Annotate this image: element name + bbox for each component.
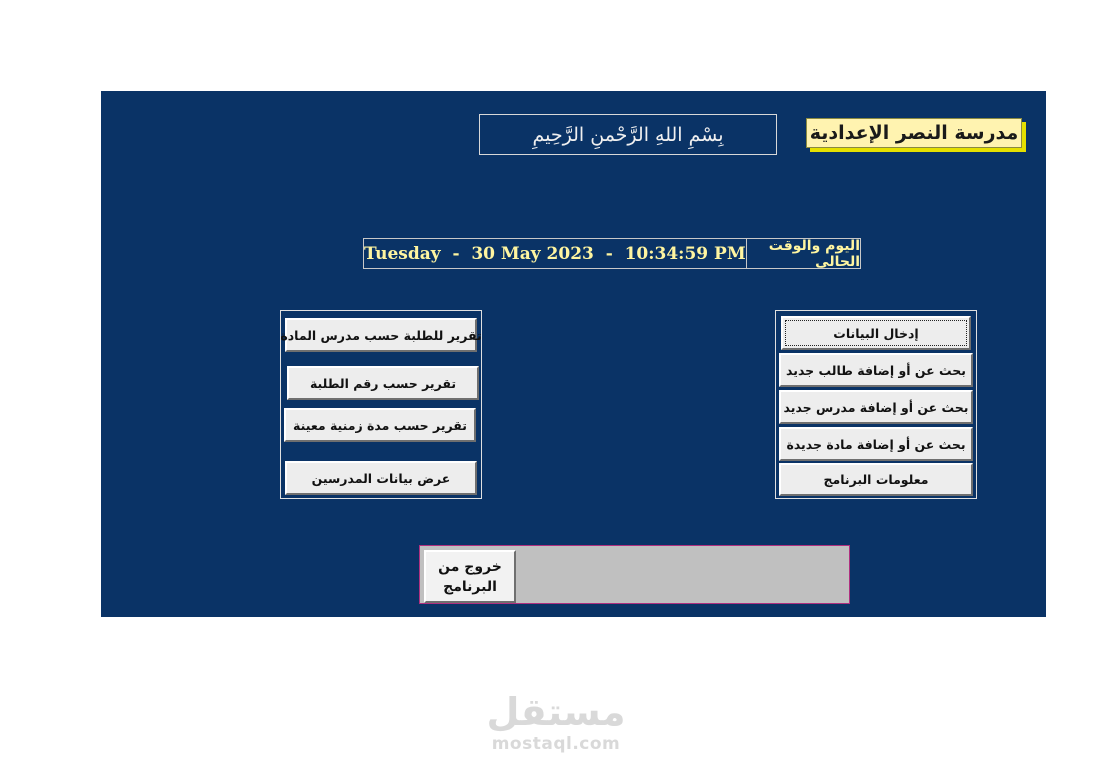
- report-by-student-number-button[interactable]: تقرير حسب رقم الطلبة: [287, 366, 479, 400]
- view-teachers-data-button[interactable]: عرض بيانات المدرسين: [285, 461, 477, 495]
- watermark-logo: مستقل: [486, 690, 626, 734]
- exit-program-button[interactable]: خروج من البرنامج: [424, 550, 516, 603]
- reports-menu: [280, 310, 482, 499]
- mostaql-watermark: [478, 690, 634, 754]
- current-datetime-box: [363, 238, 861, 269]
- datetime-label: اليوم والوقت الحالى: [768, 237, 860, 270]
- datetime-value: Tuesday - 30 May 2023 - 10:34:59 PM: [364, 239, 747, 268]
- search-add-subject-button[interactable]: بحث عن أو إضافة مادة جديدة: [779, 427, 973, 461]
- data-entry-button[interactable]: إدخال البيانات: [781, 316, 971, 350]
- search-add-student-button[interactable]: بحث عن أو إضافة طالب جديد: [779, 353, 973, 387]
- program-info-button[interactable]: معلومات البرنامج: [779, 463, 973, 496]
- report-by-subject-teacher-button[interactable]: تقرير للطلبة حسب مدرس المادة: [285, 318, 477, 352]
- exit-area: [419, 545, 850, 604]
- search-add-teacher-button[interactable]: بحث عن أو إضافة مدرس جديد: [779, 390, 973, 424]
- watermark-url: mostaql.com: [491, 734, 621, 754]
- main-panel: [101, 91, 1046, 617]
- report-by-time-period-button[interactable]: تقرير حسب مدة زمنية معينة: [284, 408, 476, 442]
- basmala-banner: بِسْمِ اللهِ الرَّحْمنِ الرَّحِيمِ: [479, 114, 777, 155]
- school-name-label: مدرسة النصر الإعدادية: [806, 118, 1022, 148]
- data-entry-menu: [775, 310, 977, 499]
